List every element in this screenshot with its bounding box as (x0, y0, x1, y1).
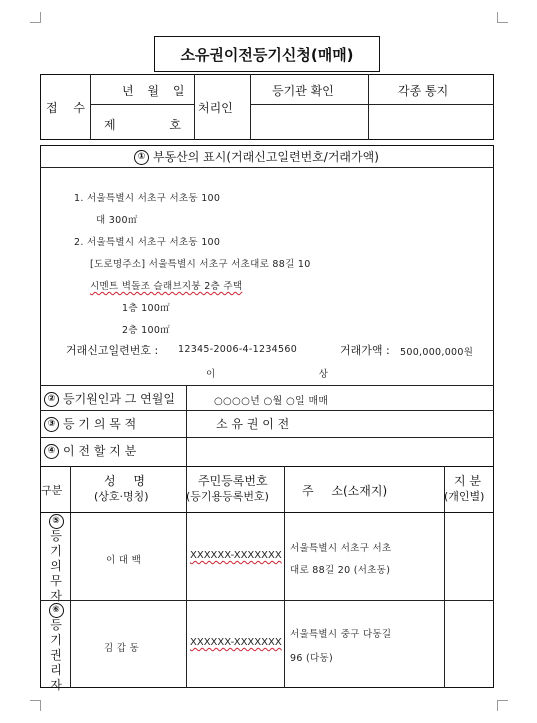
cause-value: ○○○○년 ○월 ○일 매매 (214, 396, 329, 407)
obligee-name: 김 갑 동 (104, 643, 140, 654)
section-number-5: ⑤ (49, 514, 64, 529)
property-line-3: 2. 서울특별시 서초구 서초동 100 (74, 237, 221, 248)
reception-date-label: 년 월 일 (122, 84, 185, 98)
property-line-5: 시멘트 벽돌조 슬래브지붕 2층 주택 (90, 281, 243, 292)
crop-mark-top-right (497, 12, 508, 23)
property-line-6: 1층 100㎡ (122, 303, 170, 314)
property-line-2: 대 300㎡ (96, 215, 138, 226)
property-line-7: 2층 100㎡ (122, 325, 170, 336)
cause-label: ② 등기원인과 그 연월일 (44, 390, 175, 407)
crop-mark-top-left (30, 12, 41, 23)
obligee-address-line-1: 서울특별시 중구 다동길 (290, 629, 392, 640)
obligor-address-line-1: 서울특별시 서초구 서초 (290, 543, 392, 554)
reception-label: 접 수 (46, 101, 91, 115)
obligor-category: ⑤ 등기의무자 (50, 516, 62, 603)
document-title: 소유권이전등기신청(매매) (154, 36, 380, 72)
registrar-check-label: 등기관 확인 (272, 84, 334, 98)
section-number-6: ⑥ (49, 603, 64, 618)
obligee-id: XXXXXX-XXXXXXX (190, 637, 282, 648)
section-number-1: ① (134, 150, 149, 165)
section-number-4: ④ (44, 444, 59, 459)
col-address-header: 주 소(소재지) (302, 484, 388, 498)
obligor-address-line-2: 대로 88길 20 (서초동) (290, 565, 391, 576)
col-share-subheader: (개인별) (444, 490, 485, 503)
col-name-header: 성 명 (104, 474, 145, 488)
obligor-id: XXXXXX-XXXXXXX (190, 550, 282, 561)
col-id-header: 주민등록번호 (198, 474, 268, 488)
obligee-address-line-2: 96 (다동) (290, 653, 333, 664)
report-serial-label: 거래신고일련번호 : (66, 344, 159, 357)
share-label: ④ 이 전 할 지 분 (44, 442, 136, 459)
price-value: 500,000,000원 (400, 347, 474, 358)
section-number-2: ② (44, 392, 59, 407)
obligee-category: ⑥ 등기권리자 (50, 605, 62, 692)
below-same-label: 이 상 (206, 369, 329, 380)
notices-label: 각종 통지 (398, 84, 449, 98)
purpose-value: 소 유 권 이 전 (216, 417, 290, 431)
purpose-label: ③ 등 기 의 목 적 (44, 415, 136, 432)
property-header: ① 부동산의 표시(거래신고일련번호/거래가액) (134, 148, 379, 165)
crop-mark-bottom-right (497, 700, 508, 711)
handler-label: 처리인 (198, 101, 233, 115)
col-name-subheader: (상호·명칭) (94, 490, 149, 503)
obligor-name: 이 대 백 (106, 555, 142, 566)
reception-number-label: 제 호 (104, 118, 181, 132)
col-id-subheader: (등기용등록번호) (186, 490, 269, 503)
section-number-3: ③ (44, 417, 59, 432)
property-line-4: [도로명주소] 서울특별시 서초구 서초대로 88길 10 (90, 259, 311, 270)
crop-mark-bottom-left (30, 700, 41, 711)
col-category-header: 구분 (41, 484, 63, 497)
price-label: 거래가액 : (340, 344, 390, 357)
col-share-header: 지 분 (454, 474, 481, 488)
report-serial-value: 12345-2006-4-1234560 (178, 344, 298, 355)
property-line-1: 1. 서울특별시 서초구 서초동 100 (74, 193, 221, 204)
